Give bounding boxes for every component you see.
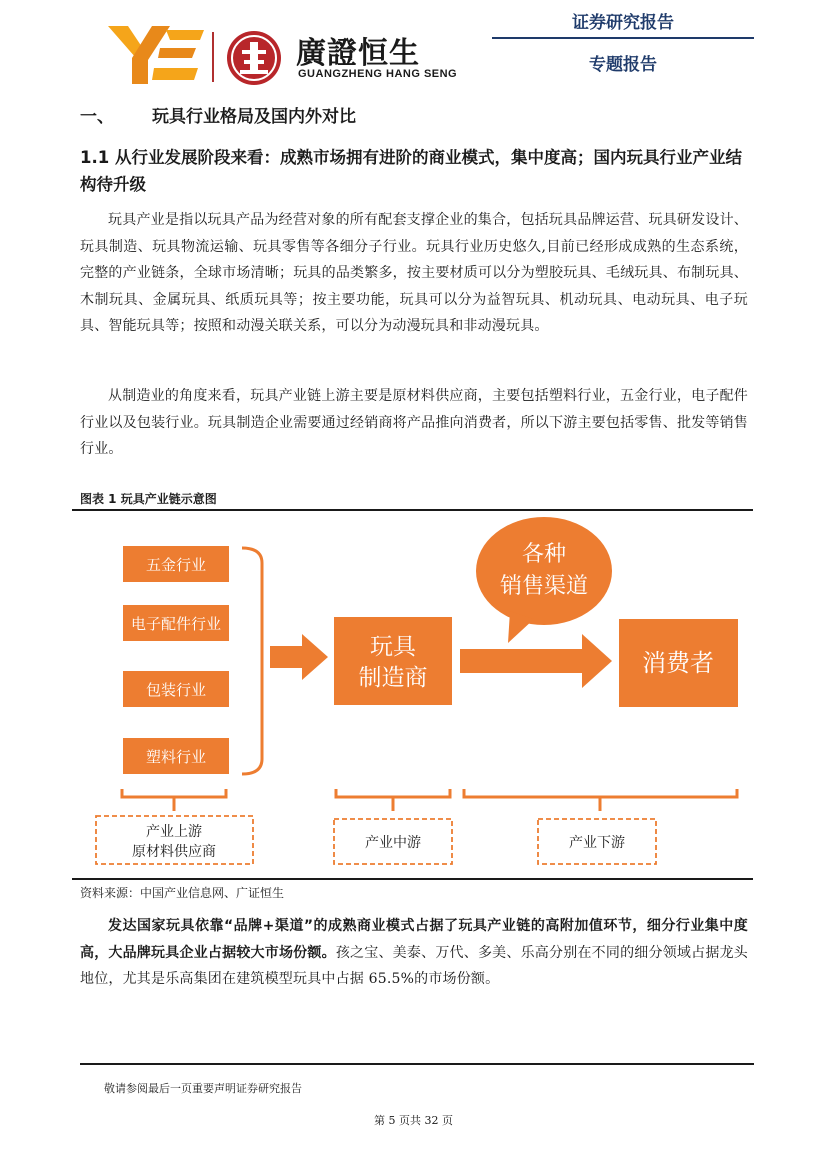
upstream-bracket — [242, 548, 262, 774]
channel-line2: 销售渠道 — [499, 574, 589, 599]
ye-logo-icon — [108, 26, 204, 84]
subsection-heading: 1.1 从行业发展阶段来看：成熟市场拥有进阶的商业模式，集中度高；国内玩具行业产业结构待升级 — [80, 148, 742, 194]
manufacturer-line1: 玩具 — [370, 634, 416, 660]
paragraph-industry-definition: 玩具产业是指以玩具产品为经营对象的所有配套支撑企业的集合，包括玩具品牌运营、玩具研发设计、玩具制造、玩具物流运输、玩具零售等各细分子行业。玩具行业历史悠久,目前已经形成成熟的生态系统，完整的产业链条，全球市场清晰；玩具的品类繁多，按主要材质可以分为塑胶玩具、毛绒玩具、布制玩具、木制玩具、金属玩具、纸质玩具等；按主要功能，玩具可以分为益智玩具、机动玩具、电动玩具、电子玩具、智能玩具等；按照和动漫关联关系，可以分为动漫玩具和非动漫玩具。 — [80, 212, 748, 334]
report-subtype: 专题报告 — [589, 55, 657, 75]
figure-title: 图表 1 玩具产业链示意图 — [80, 492, 217, 506]
company-logo-text: 廣證恒生 — [296, 36, 420, 71]
paragraph-manufacturing-view: 从制造业的角度来看，玩具产业链上游主要是原材料供应商，主要包括塑料行业，五金行业，电子配件行业以及包装行业。玩具制造企业需要通过经销商将产品推向消费者，所以下游主要包括零售、批发等销售行业。 — [80, 388, 748, 457]
industry-chain-diagram — [72, 511, 753, 877]
upstream-item-plastics: 塑料行业 — [145, 748, 207, 766]
manufacturer-line2: 制造商 — [358, 665, 428, 691]
midstream-brace — [336, 789, 450, 811]
arrow-to-consumer — [460, 634, 612, 688]
upstream-brace — [122, 789, 226, 811]
upstream-label-line2: 原材料供应商 — [132, 844, 216, 860]
paragraph-bold-lead: 发达国家玩具依靠“品牌+渠道”的成熟商业模式占据了玩具产业链的高附加值环节，细分行业集中度高，大品牌玩具企业占据较大市场份额。 — [80, 918, 748, 961]
manufacturer-box — [334, 617, 452, 705]
paragraph-developed-markets — [80, 913, 748, 993]
downstream-label: 产业下游 — [569, 835, 625, 851]
channel-bubble — [476, 517, 612, 625]
upstream-item-packaging: 包装行业 — [145, 681, 207, 699]
downstream-brace — [464, 789, 737, 811]
consumer-label: 消费者 — [642, 649, 714, 677]
footer-disclaimer: 敬请参阅最后一页重要声明证券研究报告 — [104, 1082, 302, 1095]
report-type: 证券研究报告 — [572, 13, 674, 33]
paragraph-market-share: 孩之宝、美泰、万代、多美、乐高分别在不同的细分领域占据龙头地位，尤其是乐高集团在建筑模型玩具中占据 65.5%的市场份额。 — [80, 944, 748, 987]
midstream-label: 产业中游 — [365, 835, 421, 851]
figure-bottom-rule — [72, 878, 753, 880]
section-heading — [80, 102, 356, 127]
footer-rule — [80, 1063, 754, 1065]
company-logo-subtext: GUANGZHENG HANG SENG — [298, 68, 458, 80]
arrow-to-manufacturer — [270, 634, 328, 680]
logo-divider — [212, 32, 214, 82]
figure-source: 资料来源：中国产业信息网、广证恒生 — [80, 886, 285, 900]
upstream-item-hardware: 五金行业 — [145, 556, 207, 574]
page-number: 第 5 页共 32 页 — [374, 1114, 453, 1127]
upstream-item-electronics: 电子配件行业 — [130, 615, 222, 633]
guangzheng-seal-icon — [226, 30, 282, 86]
channel-line1: 各种 — [521, 542, 567, 567]
section-title: 玩具行业格局及国内外对比 — [152, 107, 356, 127]
section-number: 一、 — [80, 107, 114, 127]
upstream-label-line1: 产业上游 — [146, 824, 202, 840]
header-divider — [492, 37, 754, 39]
